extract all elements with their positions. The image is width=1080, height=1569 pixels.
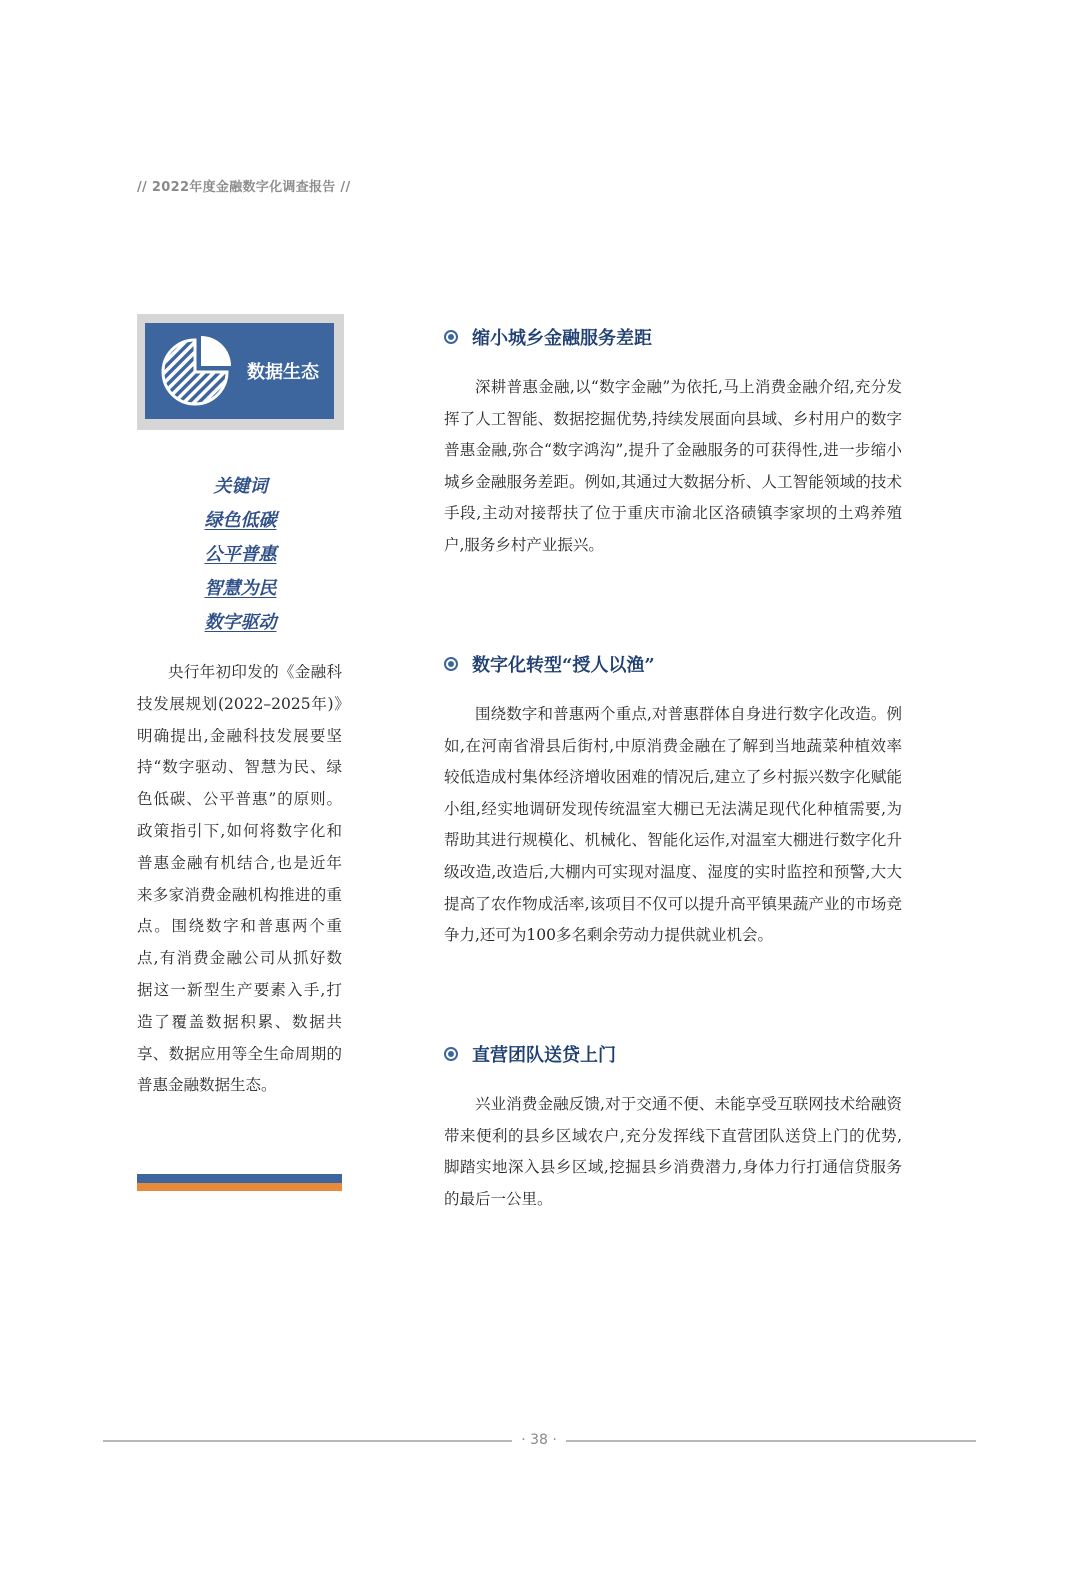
keyword-item: 公平普惠 bbox=[204, 544, 277, 565]
sidebar-paragraph: 央行年初印发的《金融科技发展规划(2022–2025年)》明确提出,金融科技发展要坚持“数字驱动、智慧为民、绿色低碳、公平普惠”的原则。政策指引下,如何将数字化和普惠金融有机结合,也是近年来多家消费金融机构推进的重点。围绕数字和普惠两个重点,有消费金融公司从抓好数据这一新型生产要素入手,打造了覆盖数据积累、数据共享、数据应用等全生命周期的普惠金融数据生态。 bbox=[137, 663, 342, 1095]
section-2 bbox=[444, 649, 902, 952]
keyword-item: 数字驱动 bbox=[204, 612, 277, 633]
section-3 bbox=[444, 1039, 902, 1215]
section-title: 直营团队送贷上门 bbox=[472, 1045, 616, 1066]
bullet-circle-icon bbox=[444, 1047, 458, 1061]
keywords-title: 关键词 bbox=[213, 476, 268, 497]
running-header: // 2022年度金融数字化调查报告 // bbox=[137, 180, 351, 195]
section-title: 缩小城乡金融服务差距 bbox=[472, 328, 652, 349]
section-paragraph: 兴业消费金融反馈,对于交通不便、未能享受互联网技术给融资带来便利的县乡区域农户,充分发挥线下直营团队送贷上门的优势,脚踏实地深入县乡区域,挖掘县乡消费潜力,身体力行打通信贷服务的最后一公里。 bbox=[444, 1095, 902, 1208]
section-heading bbox=[444, 1039, 902, 1069]
section-heading bbox=[444, 649, 902, 679]
sidebar-divider-bar bbox=[137, 1174, 342, 1191]
section-paragraph: 围绕数字和普惠两个重点,对普惠群体自身进行数字化改造。例如,在河南省滑县后街村,中原消费金融在了解到当地蔬菜种植效率较低造成村集体经济增收困难的情况后,建立了乡村振兴数字化赋能小组,经实地调研发现传统温室大棚已无法满足现代化种植需要,为帮助其进行规模化、机械化、智能化运作,对温室大棚进行数字化升级改造,改造后,大棚内可实现对温度、湿度的实时监控和预警,大大提高了农作物成活率,该项目不仅可以提升高平镇果蔬产业的市场竞争力,还可为100多名剩余劳动力提供就业机会。 bbox=[444, 705, 902, 945]
category-badge bbox=[137, 314, 344, 430]
pie-chart-icon bbox=[161, 334, 235, 408]
keyword-item: 绿色低碳 bbox=[204, 510, 277, 531]
page-number: · 38 · bbox=[521, 1432, 557, 1448]
footer-rule-right bbox=[566, 1440, 976, 1442]
footer-rule-left bbox=[103, 1440, 512, 1442]
bullet-circle-icon bbox=[444, 330, 458, 344]
section-1 bbox=[444, 322, 902, 562]
keyword-item: 智慧为民 bbox=[204, 578, 277, 599]
category-badge-inner bbox=[145, 323, 334, 419]
bullet-circle-icon bbox=[444, 657, 458, 671]
keywords-block bbox=[137, 470, 344, 640]
badge-title: 数据生态 bbox=[247, 362, 319, 383]
section-paragraph: 深耕普惠金融,以“数字金融”为依托,马上消费金融介绍,充分发挥了人工智能、数据挖掘优势,持续发展面向县域、乡村用户的数字普惠金融,弥合“数字鸿沟”,提升了金融服务的可获得性,进一步缩小城乡金融服务差距。例如,其通过大数据分析、人工智能领域的技术手段,主动对接帮扶了位于重庆市渝北区洛碛镇李家坝的土鸡养殖户,服务乡村产业振兴。 bbox=[444, 378, 902, 554]
section-title: 数字化转型“授人以渔” bbox=[472, 655, 655, 676]
section-heading bbox=[444, 322, 902, 352]
